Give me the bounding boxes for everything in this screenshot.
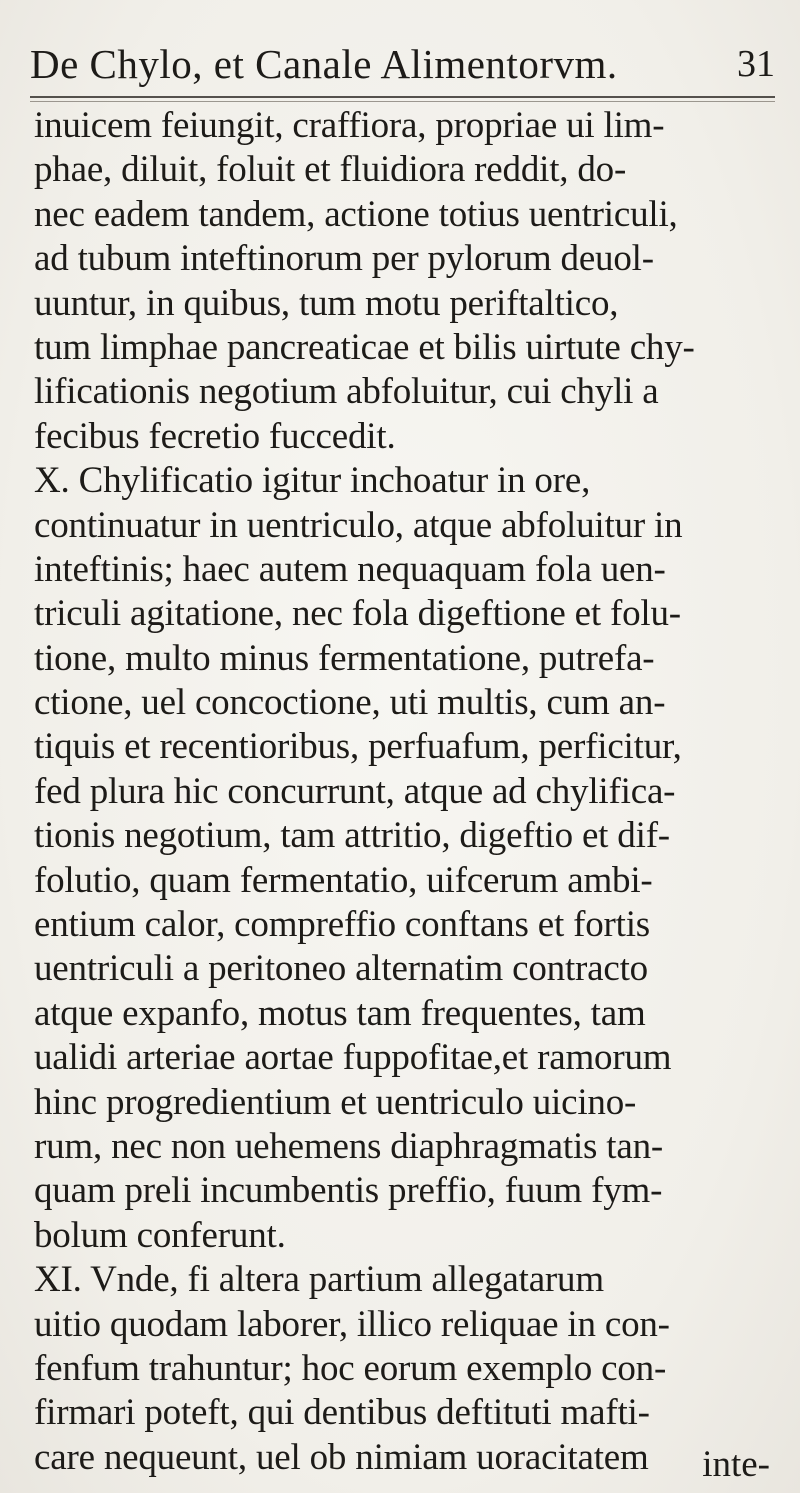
body-text [34,104,779,1480]
text-line: ctione, uel concoctione, uti multis, cum an- [34,682,666,724]
paragraph-x-start: X. Chylificatio igitur inchoatur in ore, [34,460,591,502]
text-line: continuatur in uentriculo, atque abfoluitur in [34,504,683,546]
text-line: tum limphae pancreaticae et bilis uirtute chy- [34,326,695,368]
text-line: tione, multo minus fermentatione, putrefa- [34,637,655,679]
text-line: triculi agitatione, nec fola digeftione et folu- [34,593,681,635]
text-line: inuicem feiungit, craffiora, propriae ui lim- [34,105,665,146]
text-line: inteftinis; haec autem nequaquam fola uen- [34,548,666,590]
text-line: tionis negotium, tam attritio, digeftio et dif- [34,815,670,857]
text-line: fecibus fecretio fuccedit. [34,415,396,457]
page-number: 31 [737,43,775,85]
text-line: quam preli incumbentis preffio, fuum fym- [34,1170,663,1212]
catchword: inte- [702,1444,770,1485]
text-line: ad tubum inteftinorum per pylorum deuol- [34,238,654,280]
paragraph-xi-start: XI. Vnde, fi altera partium allegatarum [34,1259,604,1301]
text-line: atque expanfo, motus tam frequentes, tam [34,992,646,1034]
text-line: tiquis et recentioribus, perfuafum, perficitur, [34,726,682,768]
running-title: De Chylo, et Canale Alimentorvm. [30,41,618,87]
text-line: care nequeunt, uel ob nimiam uoracitatem [34,1436,649,1478]
text-line: uuntur, in quibus, tum motu periftaltico, [34,282,619,324]
text-line: fed plura hic concurrunt, atque ad chylifica- [34,770,676,812]
text-line: phae, diluit, foluit et fluidiora reddit, do- [34,149,627,191]
text-line: hinc progredientium et uentriculo uicino- [34,1081,637,1123]
text-line: fenfum trahuntur; hoc eorum exemplo con- [34,1347,667,1389]
text-line: entium calor, compreffio conftans et fortis [34,904,650,946]
header-rule [30,96,775,102]
text-line: lificationis negotium abfoluitur, cui chyli a [34,371,659,413]
text-line: nec eadem tandem, actione totius uentriculi, [34,193,678,235]
text-line: firmari poteft, qui dentibus deftituti mafti- [34,1392,650,1434]
text-line: ualidi arteriae aortae fuppofitae,et ramorum [34,1037,672,1079]
running-head [30,38,775,90]
text-line: uentriculi a peritoneo alternatim contracto [34,948,648,990]
text-line: folutio, quam fermentatio, uifcerum ambi- [34,859,653,901]
text-line: uitio quodam laborer, illico reliquae in con- [34,1303,670,1345]
text-line: rum, nec non uehemens diaphragmatis tan- [34,1125,664,1167]
text-line: bolum conferunt. [34,1214,286,1256]
